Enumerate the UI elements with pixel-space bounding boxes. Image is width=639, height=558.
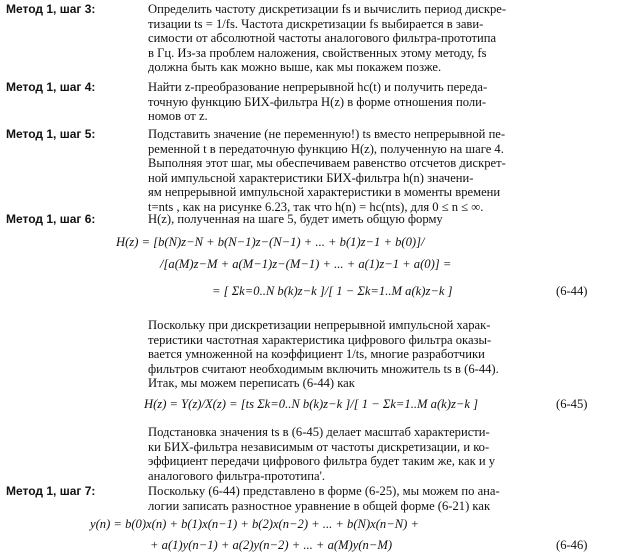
- text-line: эффициент передачи цифрового фильтра будет таким же, как и у: [148, 454, 496, 469]
- text-line: Подставить значение (не переменную!) ts вместо непрерывной пе-: [148, 127, 506, 141]
- step-6-label: Метод 1, шаг 6:: [6, 212, 96, 226]
- step-4-text: [148, 80, 623, 124]
- text-line: номов от z.: [148, 109, 208, 124]
- equation-6-44-line-3: = [ Σk=0..N b(k)z−k ]/[ 1 − Σk=1..M a(k)z−k ]: [212, 284, 453, 298]
- text-line: Найти z-преобразование непрерывной hc(t) и получить переда-: [148, 80, 488, 94]
- text-line: аналогового фильтра-прототипа'.: [148, 468, 326, 483]
- text-line: H(z), полученная на шаге 5, будет иметь общую форму: [148, 212, 443, 226]
- text-line: Итак, мы можем переписать (6-44) как: [148, 376, 355, 391]
- step-3-text: [148, 2, 623, 75]
- paragraph-after-6-44: [148, 318, 499, 391]
- text-line: точную функцию БИХ-фильтра H(z) в форме отношения поли-: [148, 94, 487, 109]
- step-5-label: Метод 1, шаг 5:: [6, 127, 96, 141]
- step-7-label: Метод 1, шаг 7:: [6, 484, 96, 498]
- paragraph-after-6-45: [148, 425, 495, 483]
- text-line: тизации ts = 1/fs. Частота дискретизации fs выбирается в зави-: [148, 16, 484, 31]
- step-7-text: [148, 484, 623, 513]
- text-line: Поскольку при дискретизации непрерывной импульсной харак-: [148, 318, 491, 332]
- text-line: ной импульсной характеристики БИХ-фильтра h(n) значени-: [148, 170, 474, 185]
- text-line: вается умноженной на коэффициент 1/ts, многие разработчики: [148, 347, 485, 362]
- step-5-text: [148, 127, 623, 215]
- text-line: должна быть как можно выше, как мы покажем позже.: [148, 60, 442, 75]
- text-line: теристики частотная характеристика цифрового фильтра оказы-: [148, 332, 492, 347]
- equation-6-46-line-2: + a(1)y(n−1) + a(2)y(n−2) + ... + a(M)y(n−M): [150, 538, 393, 552]
- text-line: логии записать разностное уравнение в общей форме (6-21) как: [148, 498, 491, 513]
- text-line: ки БИХ-фильтра независимым от частоты дискретизации, и ко-: [148, 439, 490, 454]
- equation-6-44-line-2: /[a(M)z−M + a(M−1)z−(M−1) + ... + a(1)z−1 + a(0)] =: [160, 257, 452, 271]
- text-line: Подстановка значения ts в (6-45) делает масштаб характеристи-: [148, 425, 490, 439]
- text-line: ременной t в передаточную функцию H(z), полученную на шаге 4.: [148, 141, 504, 156]
- text-line: фильтров считают необходимым включить множитель ts в (6-44).: [148, 361, 499, 376]
- text-line: ям непрерывной импульсной характеристики в моменты времени: [148, 185, 501, 200]
- text-line: Определить частоту дискретизации fs и вычислить период дискре-: [148, 2, 507, 16]
- equation-6-44-number: (6-44): [556, 284, 588, 298]
- text-line: Поскольку (6-44) представлено в форме (6-25), мы можем по ана-: [148, 484, 500, 498]
- equation-6-46-number: (6-46): [556, 538, 588, 552]
- step-4-label: Метод 1, шаг 4:: [6, 80, 96, 94]
- step-6-text: [148, 212, 623, 227]
- text-line: симости от абсолютной частоты аналогового фильтра-прототипа: [148, 31, 497, 46]
- equation-6-45-number: (6-45): [556, 397, 588, 411]
- text-line: t=nts , как на рисунке 6.23, так что h(n) = hc(nts), для 0 ≤ n ≤ ∞.: [148, 199, 484, 214]
- step-3-label: Метод 1, шаг 3:: [6, 2, 96, 16]
- text-line: Выполняя этот шаг, мы обеспечиваем равенство отсчетов дискрет-: [148, 156, 506, 171]
- equation-6-44-line-1: H(z) = [b(N)z−N + b(N−1)z−(N−1) + ... + b(1)z−1 + b(0)]/: [116, 235, 425, 249]
- text-line: в Гц. Из-за проблем наложения, свойственных этому методу, fs: [148, 45, 487, 60]
- equation-6-46-line-1: y(n) = b(0)x(n) + b(1)x(n−1) + b(2)x(n−2) + ... + b(N)x(n−N) +: [90, 517, 419, 531]
- equation-6-45: H(z) = Y(z)/X(z) = [ts Σk=0..N b(k)z−k ]/[ 1 − Σk=1..M a(k)z−k ]: [144, 397, 478, 411]
